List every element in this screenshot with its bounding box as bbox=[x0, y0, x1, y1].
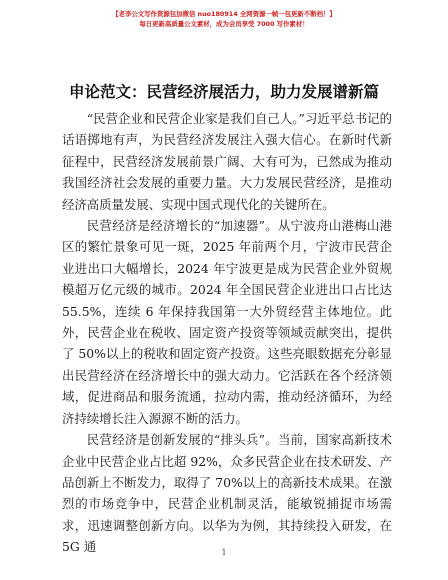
banner-line-2: 每日更新高质量公文素材，成为会员享受 7000 写作素材！ bbox=[139, 19, 309, 28]
paragraph: 民营经济是经济增长的“加速器”。从宁波舟山港梅山港区的繁忙景象可见一斑，2025 年前两个月，宁波市民营企业进出口大幅增长，2024 年宁波更是成为民营企业外贸规模超万亿元级的城市。2024 年全国民营企业进出口占比达 55.5%，连续 6 年保持我国第一大外贸经营主体地位。此外，民营企业在税收、固定资产投资等领域贡献突出，提供了 50%以上的税收和固定资产投资。这些亮眼数据充分彰显出民营经济在经济增长中的强大动力。它活跃在各个经济领域，促进商品和服务流通，拉动内需，推动经济循环，为经济持续增长注入源源不断的活力。 bbox=[62, 218, 392, 426]
paragraph: 民营经济是创新发展的“排头兵”。当前，国家高新技术企业中民营企业占比超 92%，众多民营企业在技术研发、产品创新上不断发力，取得了 70%以上的高新技术成果。在激烈的市场竞争中，民营企业机制灵活，能敏锐捕捉市场需求，迅速调整创新方向。以华为为例，其持续投入研发，在 5G 通 bbox=[62, 432, 392, 555]
page-title: 申论范文：民营经济展活力，助力发展谱新篇 bbox=[68, 83, 379, 101]
banner-line-1: 【老李公文写作资源包加微信 nuo180914 全网资源一帧一包更新不断档！】 bbox=[112, 10, 336, 18]
page-number: 1 bbox=[221, 548, 227, 557]
document-body bbox=[62, 108, 392, 558]
header-banner bbox=[0, 10, 448, 29]
paragraph: “民营企业和民营企业家是我们自己人。”习近平总书记的话语掷地有声，为民营经济发展注入强大信心。在新时代新征程中，民营经济发展前景广阔、大有可为，已然成为推动我国经济社会发展的重要力量。大力发展民营经济，是推动经济高质量发展、实现中国式现代化的关键所在。 bbox=[62, 111, 392, 212]
